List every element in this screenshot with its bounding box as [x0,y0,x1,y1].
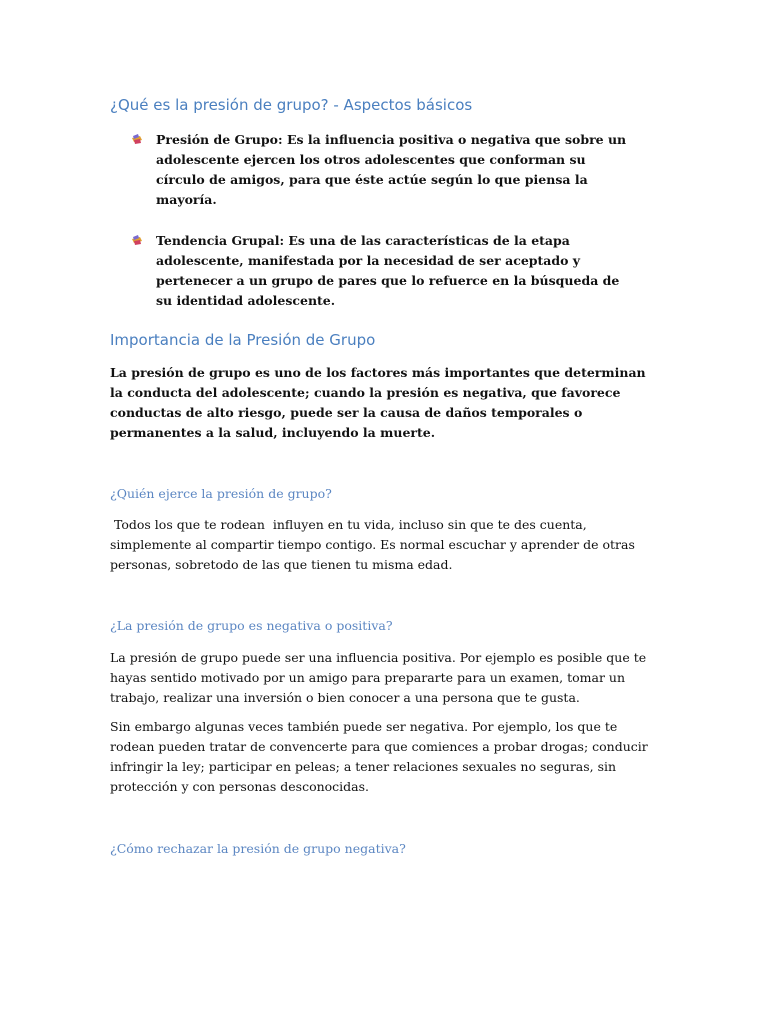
bullet-item-presion [132,130,652,207]
bullet-icon [132,235,142,245]
bullet-item-tendencia [132,231,652,308]
question-heading-reject: ¿Cómo rechazar la presión de grupo negativa? [110,841,406,856]
bullet-icon [132,134,142,144]
question-heading-negative-positive: ¿La presión de grupo es negativa o positiva? [110,618,393,633]
negative-paragraph: Sin embargo algunas veces también puede ser negativa. Por ejemplo, los que te rodean pueden tratar de convencerte para que comiences a probar drogas; conducir infringir la ley; participar en peleas; a tener relaciones sexuales no seguras, sin protección y con personas desconocidas. [110,719,648,794]
who-paragraph: Todos los que te rodean influyen en tu vida, incluso sin que te des cuenta, simplemente al compartir tiempo contigo. Es normal escuchar y aprender de otras personas, sobretodo de las que tienen tu misma edad. [110,517,639,572]
positive-paragraph: La presión de grupo puede ser una influencia positiva. Por ejemplo es posible que te hayas sentido motivado por un amigo para prepararte para un examen, tomar un trabajo, realizar una inversión o bien conocer a una persona que te gusta. [110,650,647,705]
section-heading-basics: ¿Qué es la presión de grupo? - Aspectos básicos [110,96,473,114]
importance-paragraph: La presión de grupo es uno de los factores más importantes que determinan la conducta del adolescente; cuando la presión es negativa, que favorece conductas de alto riesgo, puede ser la causa de daños temporales o permanentes a la salud, incluyendo la muerte. [110,365,646,440]
question-heading-who: ¿Quién ejerce la presión de grupo? [110,486,332,501]
bullet-text: Tendencia Grupal: Es una de las características de la etapa adolescente, manifestada por la necesidad de ser aceptado y pertenecer a un grupo de pares que lo refuerce en la búsqueda de su identidad adolescente. [156,233,620,308]
bullet-text: Presión de Grupo: Es la influencia positiva o negativa que sobre un adolescente ejercen los otros adolescentes que conforman su círculo de amigos, para que éste actúe según lo que piensa la mayoría. [156,132,627,207]
section-heading-importance: Importancia de la Presión de Grupo [110,331,376,349]
